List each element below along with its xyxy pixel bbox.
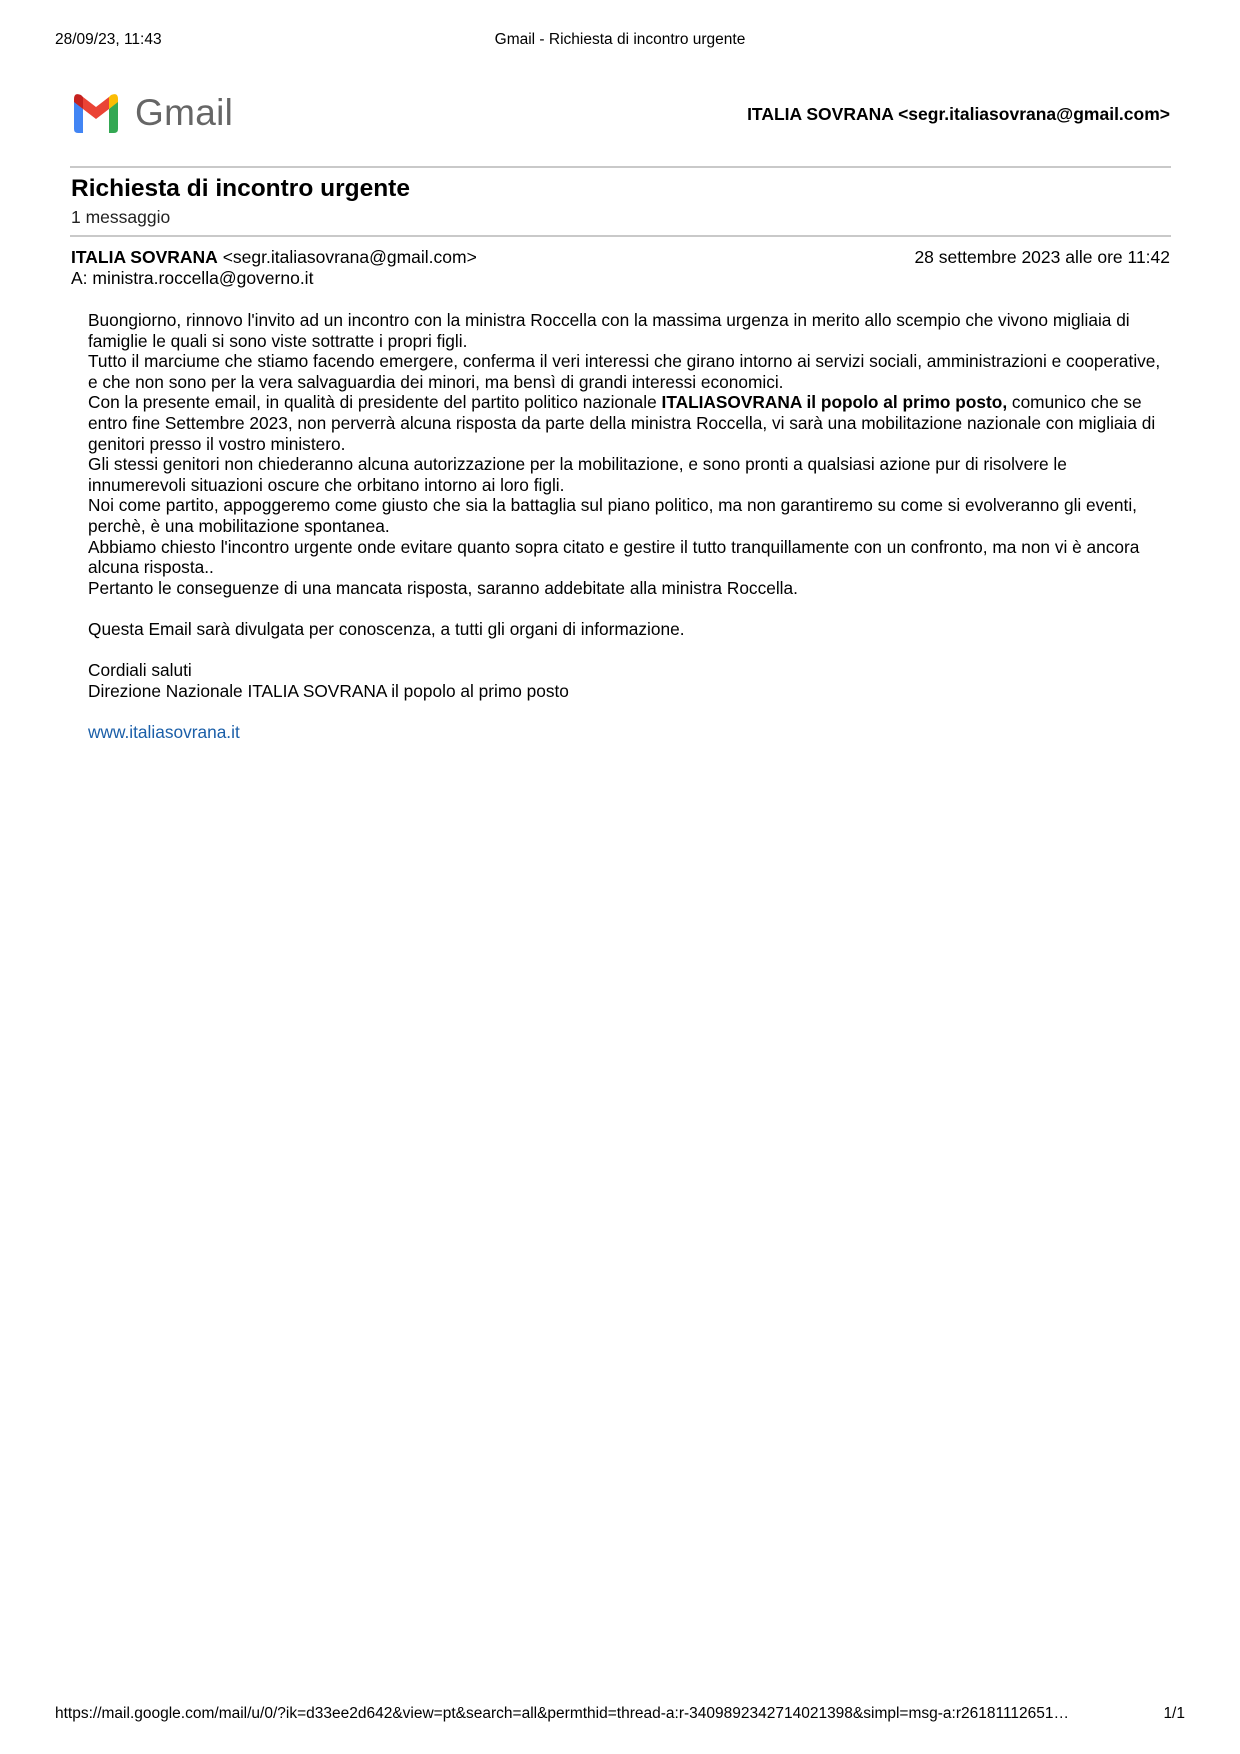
print-page-number: 1/1	[1163, 1705, 1185, 1722]
message-sender	[71, 247, 477, 268]
body-paragraph: Questa Email sarà divulgata per conoscenza, a tutti gli organi di informazione.	[88, 618, 685, 639]
print-datetime: 28/09/23, 11:43	[55, 31, 162, 48]
thread-subject: Richiesta di incontro urgente	[71, 175, 410, 202]
sender-name: ITALIA SOVRANA	[71, 247, 218, 267]
header-divider	[70, 166, 1171, 168]
gmail-logo	[70, 90, 233, 135]
body-paragraph: Noi come partito, appoggeremo come giusto che sia la battaglia sul piano politico, ma non garantiremo su come si evolveranno gli eventi, perchè, è una mobilitazione spontanea.	[88, 495, 1137, 536]
message-recipient: A: ministra.roccella@governo.it	[71, 268, 314, 288]
thread-divider	[70, 235, 1171, 237]
body-paragraph: Abbiamo chiesto l'incontro urgente onde evitare quanto sopra citato e gestire il tutto tranquillamente con un confronto, ma non vi è ancora alcuna risposta..	[88, 536, 1140, 578]
body-paragraph: Buongiorno, rinnovo l'invito ad un incontro con la ministra Roccella con la massima urgenza in merito allo scempio che vivono migliaia di famiglie le quali si sono viste sottratte i propri figli.	[88, 310, 1130, 351]
body-paragraph	[88, 392, 1168, 454]
body-text: Con la presente email, in qualità di presidente del partito politico nazionale	[88, 392, 662, 413]
website-link[interactable]: www.italiasovrana.it	[88, 721, 240, 742]
message-body	[88, 310, 1168, 742]
account-identity: ITALIA SOVRANA <segr.italiasovrana@gmail.com>	[747, 104, 1170, 124]
message-count: 1 messaggio	[71, 207, 171, 227]
print-url: https://mail.google.com/mail/u/0/?ik=d33ee2d642&view=pt&search=all&permthid=thread-a:r-3409892342714021398&simpl=msg-a:r26181112651…	[55, 1705, 1070, 1722]
message-date: 28 settembre 2023 alle ore 11:42	[914, 247, 1170, 267]
gmail-wordmark: Gmail	[135, 92, 234, 133]
party-name-bold: ITALIASOVRANA il popolo al primo posto,	[661, 392, 1008, 413]
closing-signature: Direzione Nazionale ITALIA SOVRANA il popolo al primo posto	[88, 680, 569, 701]
body-paragraph: Pertanto le conseguenze di una mancata risposta, saranno addebitate alla ministra Roccella.	[88, 577, 798, 598]
sender-email: <segr.italiasovrana@gmail.com>	[222, 247, 477, 267]
body-paragraph: Tutto il marciume che stiamo facendo emergere, conferma il veri interessi che girano intorno ai servizi sociali, amministrazioni e cooperative, e che non sono per la vera salvaguardia dei minori, ma bensì di grandi interessi economici.	[88, 351, 1161, 392]
gmail-m-icon	[70, 93, 122, 133]
body-text: comunico che se entro fine Settembre 2023, non perverrà alcuna risposta da parte della ministra Roccella, vi sarà una mobilitazione nazionale con migliaia di genitori presso il vostro ministero.	[88, 392, 1156, 454]
print-page-title: Gmail - Richiesta di incontro urgente	[494, 31, 746, 48]
closing-greeting: Cordiali saluti	[88, 660, 192, 681]
body-paragraph: Gli stessi genitori non chiederanno alcuna autorizzazione per la mobilitazione, e sono pronti a qualsiasi azione pur di risolvere le innumerevoli situazioni oscure che orbitano intorno ai loro figli.	[88, 454, 1067, 495]
